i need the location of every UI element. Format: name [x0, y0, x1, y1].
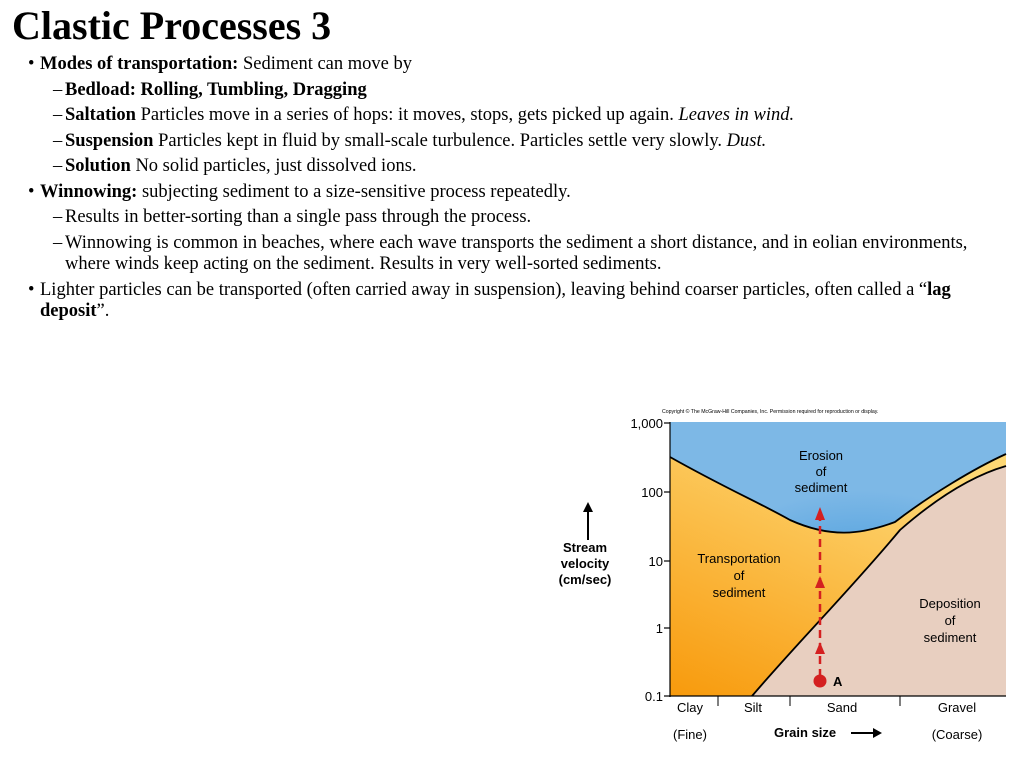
y-tick-label-0-1: 0.1 — [644, 689, 663, 704]
sub-suspension-bold: Suspension — [65, 130, 154, 151]
bullet-modes — [0, 54, 980, 76]
sub-beaches-text: Winnowing is common in beaches, where each wave transports the sediment a short distance, and in eolian environments, where winds keep acting on the sediment. Results in very well-sorted sediments. — [65, 232, 968, 274]
bullet-modes-text: Sediment can move by — [238, 54, 412, 74]
sub-saltation — [0, 105, 990, 127]
y-axis-label-line1: Stream — [562, 540, 608, 555]
y-ticks — [664, 423, 670, 696]
hjulstrom-diagram — [540, 400, 1020, 760]
sub-beaches — [0, 233, 990, 276]
erosion-label-3: sediment — [794, 480, 848, 495]
dash: – — [53, 130, 63, 151]
dash: – — [53, 79, 63, 100]
dash: – — [53, 232, 63, 253]
x-category-gravel: Gravel — [937, 700, 977, 715]
y-tick-label-100: 100 — [641, 485, 663, 500]
sub-suspension — [0, 131, 990, 153]
sub-saltation-text: Particles move in a series of hops: it moves, stops, gets picked up again. — [135, 105, 679, 125]
erosion-label-1: Erosion — [798, 448, 844, 463]
y-axis-label-arrow — [583, 502, 593, 540]
bullet-winnowing — [0, 182, 980, 204]
erosion-label-2: of — [815, 464, 827, 479]
sub-suspension-italic: Dust. — [726, 130, 767, 151]
bullet-winnowing-text: subjecting sediment to a size-sensitive process repeatedly. — [137, 181, 571, 202]
sub-bedload-bold: Bedload: Rolling, Tumbling, Dragging — [65, 79, 367, 100]
y-axis-label-line3: (cm/sec) — [558, 572, 612, 587]
dash: – — [53, 156, 63, 176]
x-category-clay: Clay — [676, 700, 704, 715]
sub-bedload — [0, 80, 990, 102]
bullet-dot: • — [28, 54, 35, 74]
y-axis-label-line2: velocity — [560, 556, 610, 571]
bullet-dot: • — [28, 181, 35, 202]
deposition-label-1: Deposition — [919, 596, 981, 611]
sub-solution-bold: Solution — [65, 156, 131, 176]
bullet-lighter-text: Lighter particles can be transported (often carried away in suspension), leaving behind coarser particles, often called a “ — [40, 279, 928, 300]
dash: – — [53, 105, 63, 125]
deposition-label-3: sediment — [923, 630, 977, 645]
y-tick-label-1000: 1,000 — [630, 416, 663, 431]
bullet-lighter-text2: ”. — [96, 301, 110, 321]
deposition-label-2: of — [944, 613, 956, 628]
x-category-silt: Silt — [743, 700, 763, 715]
slide-title: Clastic Processes 3 — [12, 3, 332, 48]
sub-solution — [0, 156, 990, 178]
y-tick-label-1: 1 — [655, 621, 663, 636]
sub-sorting — [0, 207, 990, 229]
bullet-lighter-bold: lag deposit — [40, 279, 951, 321]
point-a-label: A — [833, 674, 843, 689]
bullet-lighter — [0, 280, 980, 323]
dash: – — [53, 207, 63, 227]
bullet-modes-bold: Modes of transportation: — [40, 54, 239, 74]
x-fine-label: (Fine) — [673, 727, 707, 742]
x-axis-label: Grain size — [774, 725, 837, 740]
sub-solution-text: No solid particles, just dissolved ions. — [130, 156, 417, 176]
x-category-sand: Sand — [826, 700, 858, 715]
copyright-note: Copyright © The McGraw-Hill Companies, Inc. Permission required for reproduction or display. — [662, 409, 879, 415]
transport-label-1: Transportation — [697, 551, 781, 566]
bullet-winnowing-bold: Winnowing: — [40, 181, 138, 202]
x-axis-label-arrow — [851, 728, 882, 738]
sub-sorting-text: Results in better-sorting than a single pass through the process. — [65, 207, 532, 227]
x-coarse-label: (Coarse) — [931, 727, 983, 742]
sub-saltation-italic: Leaves in wind. — [678, 105, 795, 125]
y-tick-label-10: 10 — [648, 554, 663, 569]
transport-label-3: sediment — [712, 585, 766, 600]
point-a-marker — [814, 675, 827, 688]
bullet-dot: • — [28, 279, 35, 300]
sub-saltation-bold: Saltation — [65, 105, 136, 125]
slide-body — [0, 54, 1024, 327]
sub-suspension-text: Particles kept in fluid by small-scale turbulence. Particles settle very slowly. — [153, 130, 727, 151]
transport-label-2: of — [733, 568, 745, 583]
